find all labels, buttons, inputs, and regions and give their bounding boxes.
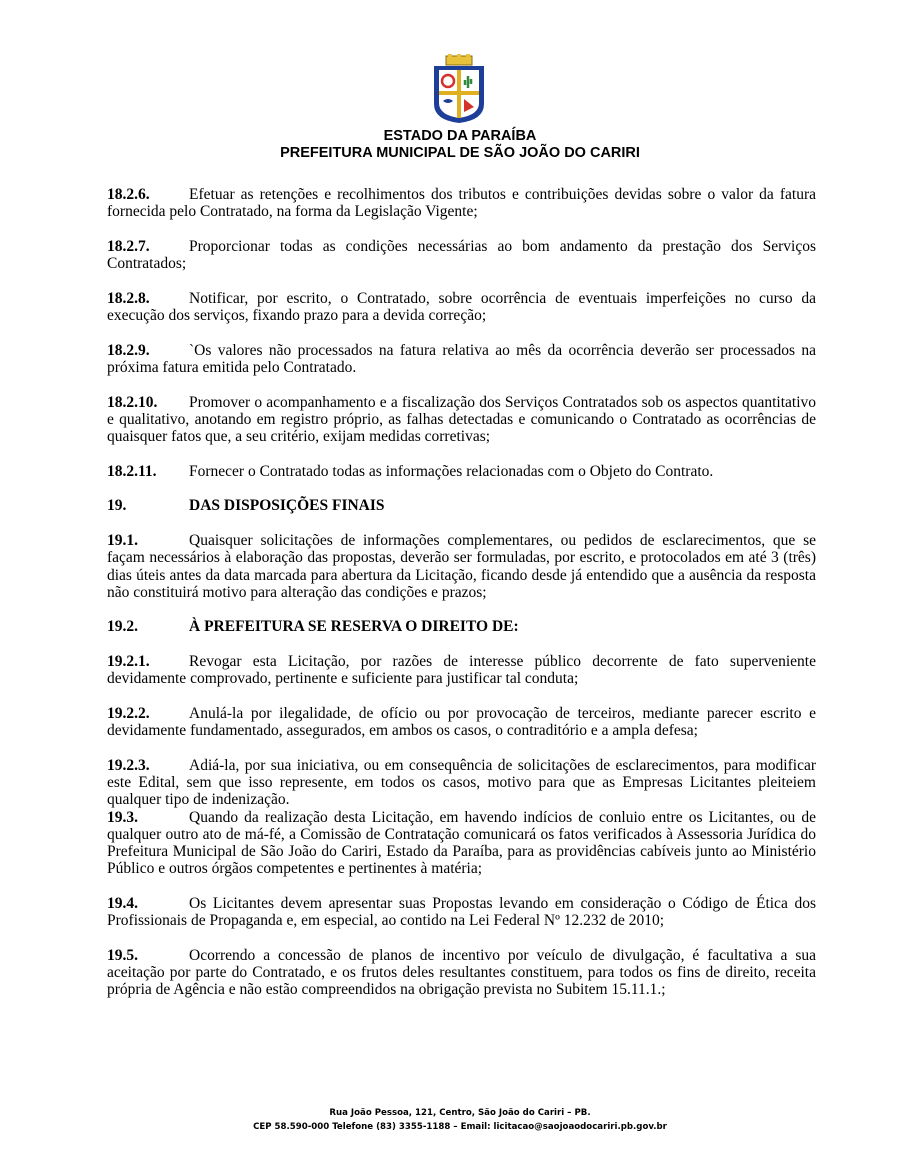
document-body	[107, 186, 816, 1016]
clause-18-2-9	[107, 342, 816, 376]
clause-18-2-10	[107, 394, 816, 446]
clause-number: 18.2.11.	[107, 462, 157, 480]
clause-number: 18.2.6.	[107, 186, 150, 203]
clause-number: 18.2.8.	[107, 289, 150, 307]
footer-address: Rua João Pessoa, 121, Centro, São João do Cariri – PB.	[329, 1108, 591, 1118]
clause-number: 18.2.10.	[107, 393, 158, 411]
clause-text: Anulá-la por ilegalidade, de ofício ou por provocação de terceiros, mediante parecer escrito e devidamente fundamentado, assegurados, em ambos os casos, o contraditório e a ampla defesa;	[107, 705, 816, 740]
clause-18-2-8	[107, 290, 816, 324]
clause-19-2-1	[107, 653, 816, 687]
clause-number: 18.2.7.	[107, 237, 150, 255]
clause-19-3	[107, 809, 816, 878]
clause-18-2-7	[107, 238, 816, 272]
clause-text: Ocorrendo a concessão de planos de incentivo por veículo de divulgação, é facultativa a sua aceitação por parte do Contratado, e os frutos deles resultantes constituem, para todos os fins de direito, receita própria de Agência e não estão compreendidos na obrigação prevista no Subitem 15.11.1.;	[107, 946, 816, 999]
section-title: À PREFEITURA SE RESERVA O DIREITO DE:	[189, 618, 519, 636]
clause-number: 19.2.3.	[107, 756, 150, 774]
clause-19-5	[107, 947, 816, 999]
clause-number: 19.1.	[107, 532, 138, 550]
clause-number: 19.5.	[107, 946, 138, 964]
section-number: 19.2.	[107, 618, 138, 636]
clause-number: 19.2.2.	[107, 705, 150, 723]
clause-18-2-11	[107, 463, 816, 480]
section-19-2-heading	[107, 618, 816, 635]
municipality-name: PREFEITURA MUNICIPAL DE SÃO JOÃO DO CARIRI	[280, 145, 640, 161]
clause-number: 19.3.	[107, 808, 138, 826]
clause-text: Proporcionar todas as condições necessárias ao bom andamento da prestação dos Serviços Contratados;	[107, 237, 816, 273]
clause-19-4	[107, 895, 816, 929]
municipal-coat-of-arms-icon	[430, 54, 488, 124]
clause-text: Promover o acompanhamento e a fiscalização dos Serviços Contratados sob os aspectos quantitativo e qualitativo, anotando em registro próprio, as falhas detectadas e comunicando o Contratado as ocorrências de quaisquer fatos que, a seu critério, exijam medidas corretivas;	[107, 393, 816, 446]
clause-text: Efetuar as retenções e recolhimentos dos tributos e contribuições devidas sobre o valor da fatura fornecida pelo Contratado, na forma da Legislação Vigente;	[107, 186, 816, 221]
clause-text: Quaisquer solicitações de informações complementares, ou pedidos de esclarecimentos, que se façam necessários à elaboração das propostas, deverão ser formuladas, por escrito, e protocolados em até 3 (três) dias úteis antes da data marcada para abertura da Licitação, ficando desde já entendido que a ausência da resposta não constituirá motivo para alteração das condições e prazos;	[107, 532, 816, 601]
footer-contact: CEP 58.590-000 Telefone (83) 3355-1188 – Email: licitacao@saojoaodocariri.pb.gov.br	[253, 1122, 667, 1132]
clause-19-1	[107, 532, 816, 601]
clause-text: Notificar, por escrito, o Contratado, sobre ocorrência de eventuais imperfeições no curso da execução dos serviços, fixando prazo para a devida correção;	[107, 289, 816, 325]
section-number: 19.	[107, 497, 127, 515]
clause-text: `Os valores não processados na fatura relativa ao mês da ocorrência deverão ser processados na próxima fatura emitida pelo Contratado.	[107, 341, 816, 376]
clause-text: Fornecer o Contratado todas as informações relacionadas com o Objeto do Contrato.	[189, 462, 714, 480]
clause-text: Quando da realização desta Licitação, em havendo indícios de conluio entre os Licitantes, ou de qualquer outro ato de má-fé, a Comissão de Contratação comunicará os fatos verificados à Assessoria Jurídica do Prefeitura Municipal de São João do Cariri, Estado da Paraíba, para as providências cabíveis junto ao Ministério Público e outros órgãos competentes e pertinentes à matéria;	[107, 808, 816, 878]
clause-number: 18.2.9.	[107, 341, 150, 359]
clause-text: Revogar esta Licitação, por razões de interesse público decorrente de fato superveniente devidamente comprovado, pertinente e suficiente para justificar tal conduta;	[107, 653, 816, 688]
state-name: ESTADO DA PARAÍBA	[383, 128, 537, 144]
section-title: DAS DISPOSIÇÕES FINAIS	[189, 497, 385, 515]
section-19-heading	[107, 497, 816, 514]
clause-19-2-3	[107, 757, 816, 809]
clause-text: Adiá-la, por sua iniciativa, ou em consequência de solicitações de esclarecimentos, para modificar este Edital, sem que isso represente, em todos os casos, motivo para que as Empresas Licitantes pleiteiem qualquer tipo de indenização.	[107, 756, 816, 809]
clause-number: 19.4.	[107, 894, 138, 912]
clause-text: Os Licitantes devem apresentar suas Propostas levando em consideração o Código de Ética dos Profissionais de Propaganda e, em especial, ao contido na Lei Federal Nº 12.232 de 2010;	[107, 894, 816, 930]
clause-number: 19.2.1.	[107, 653, 150, 671]
document-header	[0, 128, 900, 162]
clause-19-2-2	[107, 705, 816, 739]
clause-18-2-6	[107, 186, 816, 220]
document-footer	[0, 1106, 900, 1134]
